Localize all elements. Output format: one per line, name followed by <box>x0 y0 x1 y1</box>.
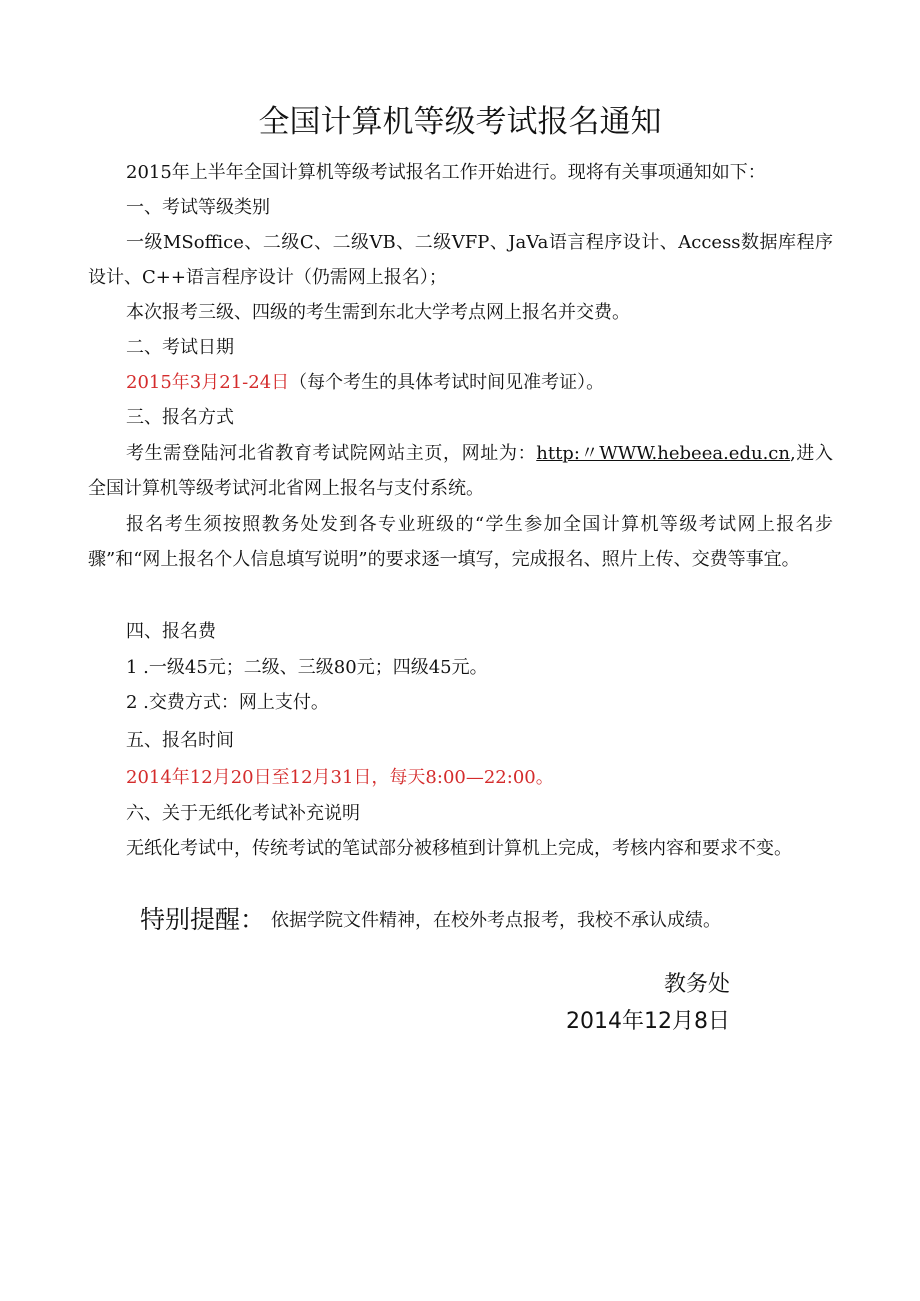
registration-website-link[interactable]: http:〃WWW.hebeea.edu.cn <box>536 443 790 464</box>
registration-website-paragraph <box>88 436 833 506</box>
levels-paragraph: 一级MSoffice、二级C、二级VB、二级VFP、JaVa语言程序设计、Access数据库程序设计、C++语言程序设计（仍需网上报名）； <box>88 232 833 288</box>
section-heading-registration-method: 三、报名方式 <box>126 407 234 428</box>
advanced-levels-note: 本次报考三级、四级的考生需到东北大学考点网上报名并交费。 <box>126 302 630 323</box>
registration-steps-paragraph: 报名考生须按照教务处发到各专业班级的“学生参加全国计算机等级考试网上报名步骤”和“网上报名个人信息填写说明”的要求逐一填写，完成报名、照片上传、交费等事宜。 <box>88 514 833 570</box>
paperless-paragraph: 无纸化考试中，传统考试的笔试部分被移植到计算机上完成，考核内容和要求不变。 <box>126 838 792 859</box>
section-heading-exam-date: 二、考试日期 <box>126 337 234 358</box>
intro-paragraph: 2015年上半年全国计算机等级考试报名工作开始进行。现将有关事项通知如下： <box>126 162 766 183</box>
fee-item-2: 2 .交费方式：网上支付。 <box>126 692 329 713</box>
signature-block <box>566 966 730 1040</box>
exam-date-note: （每个考生的具体考试时间见准考证）。 <box>289 372 605 393</box>
special-reminder-label: 特别提醒： <box>140 905 266 934</box>
special-reminder <box>140 900 721 941</box>
signature-date: 2014年12月8日 <box>566 1009 730 1034</box>
section-heading-levels: 一、考试等级类别 <box>126 197 270 218</box>
special-reminder-text: 依据学院文件精神，在校外考点报考，我校不承认成绩。 <box>271 910 722 931</box>
registration-website-text: 考生需登陆河北省教育考试院网站主页，网址为： <box>126 443 537 464</box>
section-heading-paperless: 六、关于无纸化考试补充说明 <box>126 803 360 824</box>
signature-office: 教务处 <box>663 972 730 997</box>
registration-website-text-after: ,进入全国计算机等级考试河北省网上报名与支付系统。 <box>88 443 833 499</box>
page-title: 全国计算机等级考试报名通知 <box>258 104 662 140</box>
exam-date-highlight: 2015年3月21-24日 <box>126 372 290 393</box>
exam-date-paragraph <box>88 365 833 400</box>
section-heading-fees: 四、报名费 <box>126 621 216 642</box>
section-heading-registration-time: 五、报名时间 <box>126 730 234 751</box>
fee-item-1: 1 .一级45元；二级、三级80元；四级45元。 <box>126 657 488 678</box>
registration-time-highlight: 2014年12月20日至12月31日，每天8:00—22:00。 <box>126 767 554 788</box>
